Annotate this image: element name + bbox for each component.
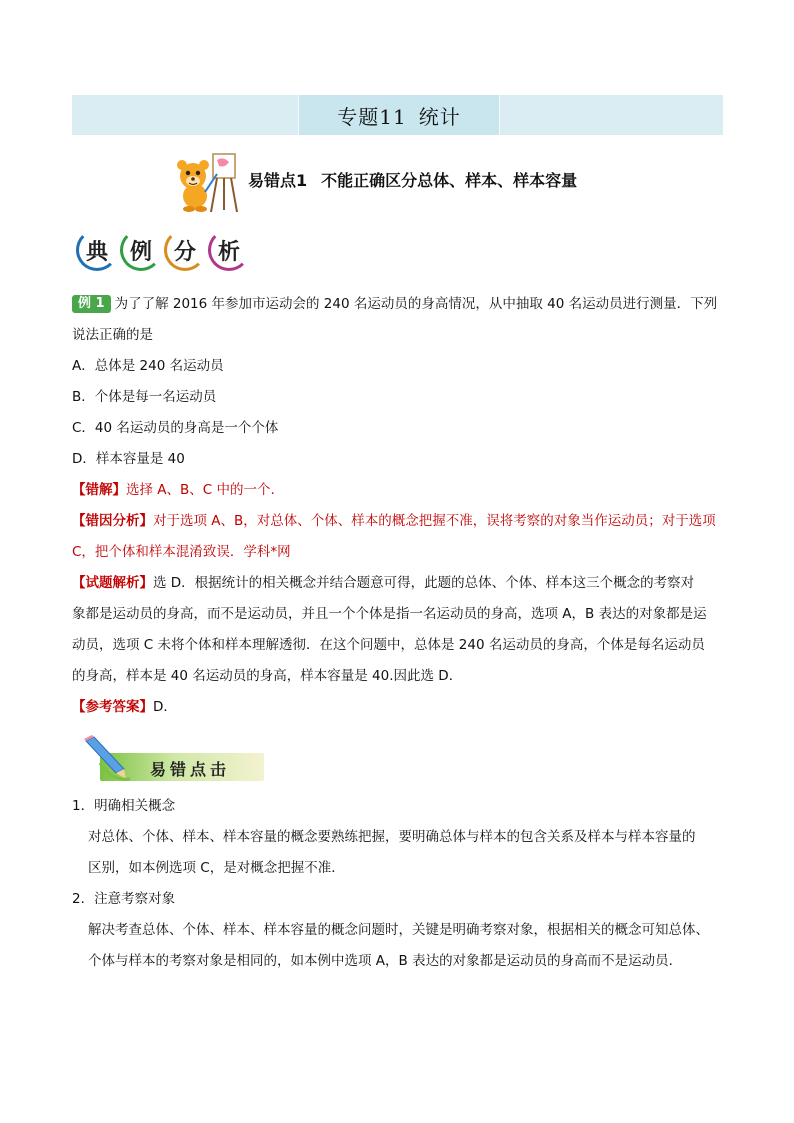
mascot-illustration xyxy=(173,152,243,214)
error-point-text: 不能正确区分总体、样本、样本容量 xyxy=(321,171,578,190)
section-char-2: 例 xyxy=(120,229,162,271)
section-char-1: 典 xyxy=(76,229,118,271)
wrong-solution-label: 【错解】 xyxy=(72,482,126,498)
option-b: B．个体是每一名运动员 xyxy=(72,389,217,405)
tips-banner xyxy=(80,735,266,783)
solution-text-1: 选 D．根据统计的相关概念并结合题意可得，此题的总体、个体、样本这三个概念的考察对 xyxy=(153,575,695,591)
question-text-1: 为了了解 2016 年参加市运动会的 240 名运动员的身高情况，从中抽取 40 名运动员进行测量．下列 xyxy=(114,296,718,312)
option-a: A．总体是 240 名运动员 xyxy=(72,358,224,374)
question-text-2: 说法正确的是 xyxy=(72,327,153,343)
reference-answer-text: D． xyxy=(153,699,177,715)
reference-answer xyxy=(72,692,724,723)
section-heading-example-analysis xyxy=(76,229,256,271)
wrong-solution xyxy=(72,475,724,506)
error-point-heading xyxy=(248,168,577,191)
reference-answer-label: 【参考答案】 xyxy=(72,699,153,715)
tip-2-heading: 2．注意考察对象 xyxy=(72,891,176,907)
tip-2-text-2: 个体与样本的考察对象是相同的，如本例中选项 A，B 表达的对象都是运动员的身高而不是运动员． xyxy=(88,953,683,969)
tip-2-text-1: 解决考查总体、个体、样本、样本容量的概念问题时，关键是明确考察对象，根据相关的概念可知总体、 xyxy=(88,922,709,938)
example-badge: 例 1 xyxy=(72,295,111,313)
page-title xyxy=(298,95,500,135)
error-analysis xyxy=(72,506,724,537)
solution-label: 【试题解析】 xyxy=(72,575,153,591)
title-topic-number: 专题11 xyxy=(337,104,407,129)
pencil-icon xyxy=(80,735,134,783)
error-analysis-label: 【错因分析】 xyxy=(72,513,153,529)
tip-1-text-2: 区别，如本例选项 C，是对概念把握不准． xyxy=(88,860,345,876)
wrong-solution-text: 选择 A、B、C 中的一个. xyxy=(126,482,275,498)
title-bar xyxy=(72,95,723,135)
example-block xyxy=(72,289,724,723)
error-point-label: 易错点1 xyxy=(248,171,308,190)
section-char-3: 分 xyxy=(164,229,206,271)
error-analysis-text-1: 对于选项 A、B，对总体、个体、样本的概念把握不准，误将考察的对象当作运动员；对于选项 xyxy=(153,513,716,529)
tip-1-text-1: 对总体、个体、样本、样本容量的概念要熟练把握，要明确总体与样本的包含关系及样本与样本容量的 xyxy=(88,829,696,845)
solution-text-3: 动员，选项 C 未将个体和样本理解透彻．在这个问题中，总体是 240 名运动员的身高，个体是每名运动员 xyxy=(72,637,705,653)
question-line xyxy=(72,289,724,320)
tip-1-heading: 1．明确相关概念 xyxy=(72,798,176,814)
option-c: C．40 名运动员的身高是一个个体 xyxy=(72,420,279,436)
tips-content xyxy=(72,791,724,977)
solution xyxy=(72,568,724,599)
option-d: D．样本容量是 40 xyxy=(72,451,185,467)
section-char-4: 析 xyxy=(208,229,250,271)
solution-text-4: 的身高，样本是 40 名运动员的身高，样本容量是 40.因此选 D． xyxy=(72,668,463,684)
error-analysis-text-2: C，把个体和样本混淆致误．学科*网 xyxy=(72,544,291,560)
tips-label: 易错点击 xyxy=(150,760,231,779)
solution-text-2: 象都是运动员的身高，而不是运动员，并且一个个体是指一名运动员的身高，选项 A，B 表达的对象都是运 xyxy=(72,606,707,622)
title-topic-name: 统计 xyxy=(418,104,461,129)
